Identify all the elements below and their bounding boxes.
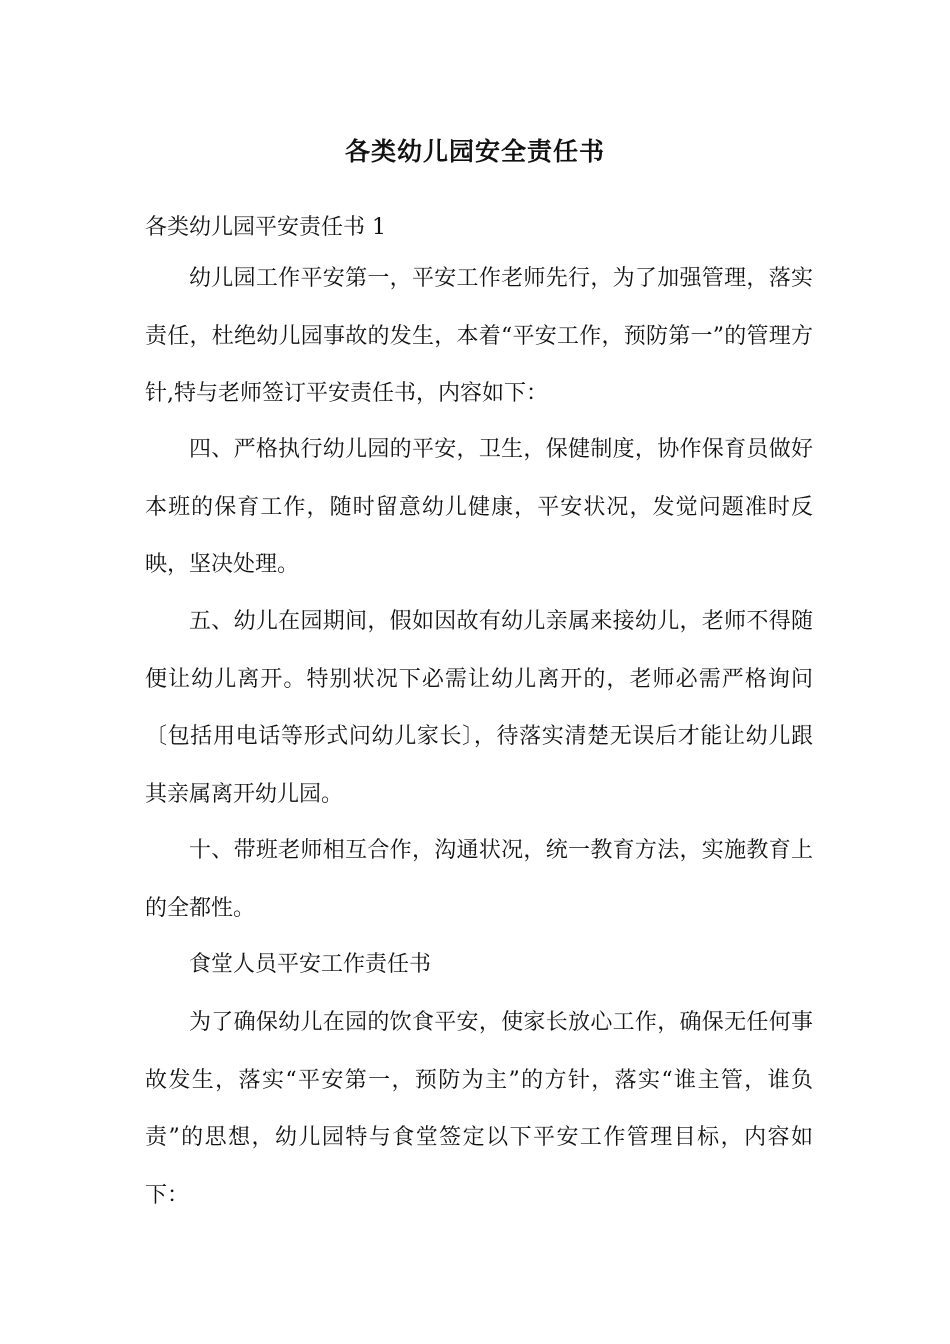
canteen-subheading: 食堂人员平安工作责任书: [189, 952, 432, 977]
paragraph-canteen: 为了确保幼儿在园的饮食平安，使家长放心工作，确保无任何事故发生，落实“平安第一，预防为主”的方针，落实“谁主管，谁负责”的思想，幼儿园特与食堂签定以下平安工作管理目标，内容如下：: [145, 1010, 813, 1208]
paragraph-item-five: 五、幼儿在园期间，假如因故有幼儿亲属来接幼儿，老师不得随便让幼儿离开。特别状况下必需让幼儿离开的，老师必需严格询问〔包括用电话等形式问幼儿家长〕，待落实清楚无误后才能让幼儿跟其亲属离开幼儿园。: [145, 609, 813, 807]
paragraph-item-four: 四、严格执行幼儿园的平安，卫生，保健制度，协作保育员做好本班的保育工作，随时留意幼儿健康，平安状况，发觉问题准时反映，坚决处理。: [145, 437, 813, 578]
paragraph-intro: 幼儿园工作平安第一，平安工作老师先行，为了加强管理，落实责任，杜绝幼儿园事故的发生，本着“平安工作，预防第一”的管理方针,特与老师签订平安责任书，内容如下：: [145, 266, 813, 407]
section-heading: 各类幼儿园平安责任书 1: [145, 215, 386, 240]
paragraph-item-ten: 十、带班老师相互合作，沟通状况，统一教育方法，实施教育上的全都性。: [145, 838, 813, 921]
document-title: 各类幼儿园安全责任书: [344, 137, 605, 166]
